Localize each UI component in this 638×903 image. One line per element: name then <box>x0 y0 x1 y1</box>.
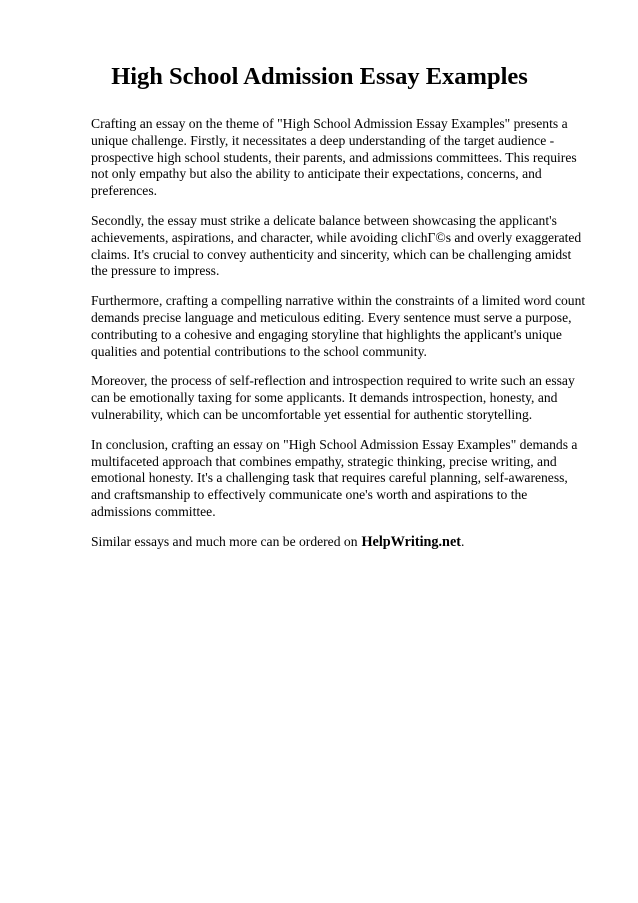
brand-link[interactable]: HelpWriting.net <box>361 533 461 550</box>
paragraph-2: Secondly, the essay must strike a delicate balance between showcasing the applicant's achievements, aspirations, and character, while avoiding clichГ©s and overly exaggerated claims. It's crucial to convey authenticity and sincerity, which can be challenging amidst the pressure to impress. <box>91 212 582 279</box>
paragraph-5: In conclusion, crafting an essay on "High School Admission Essay Examples" demands a multifaceted approach that combines empathy, strategic thinking, precise writing, and emotional honesty. It's a challenging task that requires careful planning, self-awareness, and craftsmanship to effectively communicate one's worth and aspirations to the admissions committee. <box>91 436 578 519</box>
paragraph-4: Moreover, the process of self-reflection and introspection required to write such an essay can be emotionally taxing for some applicants. It demands introspection, honesty, and vulnerability, which can be uncomfortable yet essential for authentic storytelling. <box>91 373 575 422</box>
document-title: High School Admission Essay Examples <box>111 63 528 90</box>
paragraph-1: Crafting an essay on the theme of "High School Admission Essay Examples" presents a unique challenge. Firstly, it necessitates a deep understanding of the target audience - prospective high school students, their parents, and admissions committees. This requires not only empathy but also the ability to anticipate their expectations, concerns, and preferences. <box>91 116 577 199</box>
closing-period: . <box>460 533 465 549</box>
paragraph-3: Furthermore, crafting a compelling narrative within the constraints of a limited word count demands precise language and meticulous editing. Every sentence must serve a purpose, contributing to a cohesive and engaging storyline that highlights the applicant's unique qualities and potential contributions to the school community. <box>91 293 586 359</box>
closing-line <box>91 534 588 551</box>
closing-text: Similar essays and much more can be ordered on <box>91 533 358 549</box>
